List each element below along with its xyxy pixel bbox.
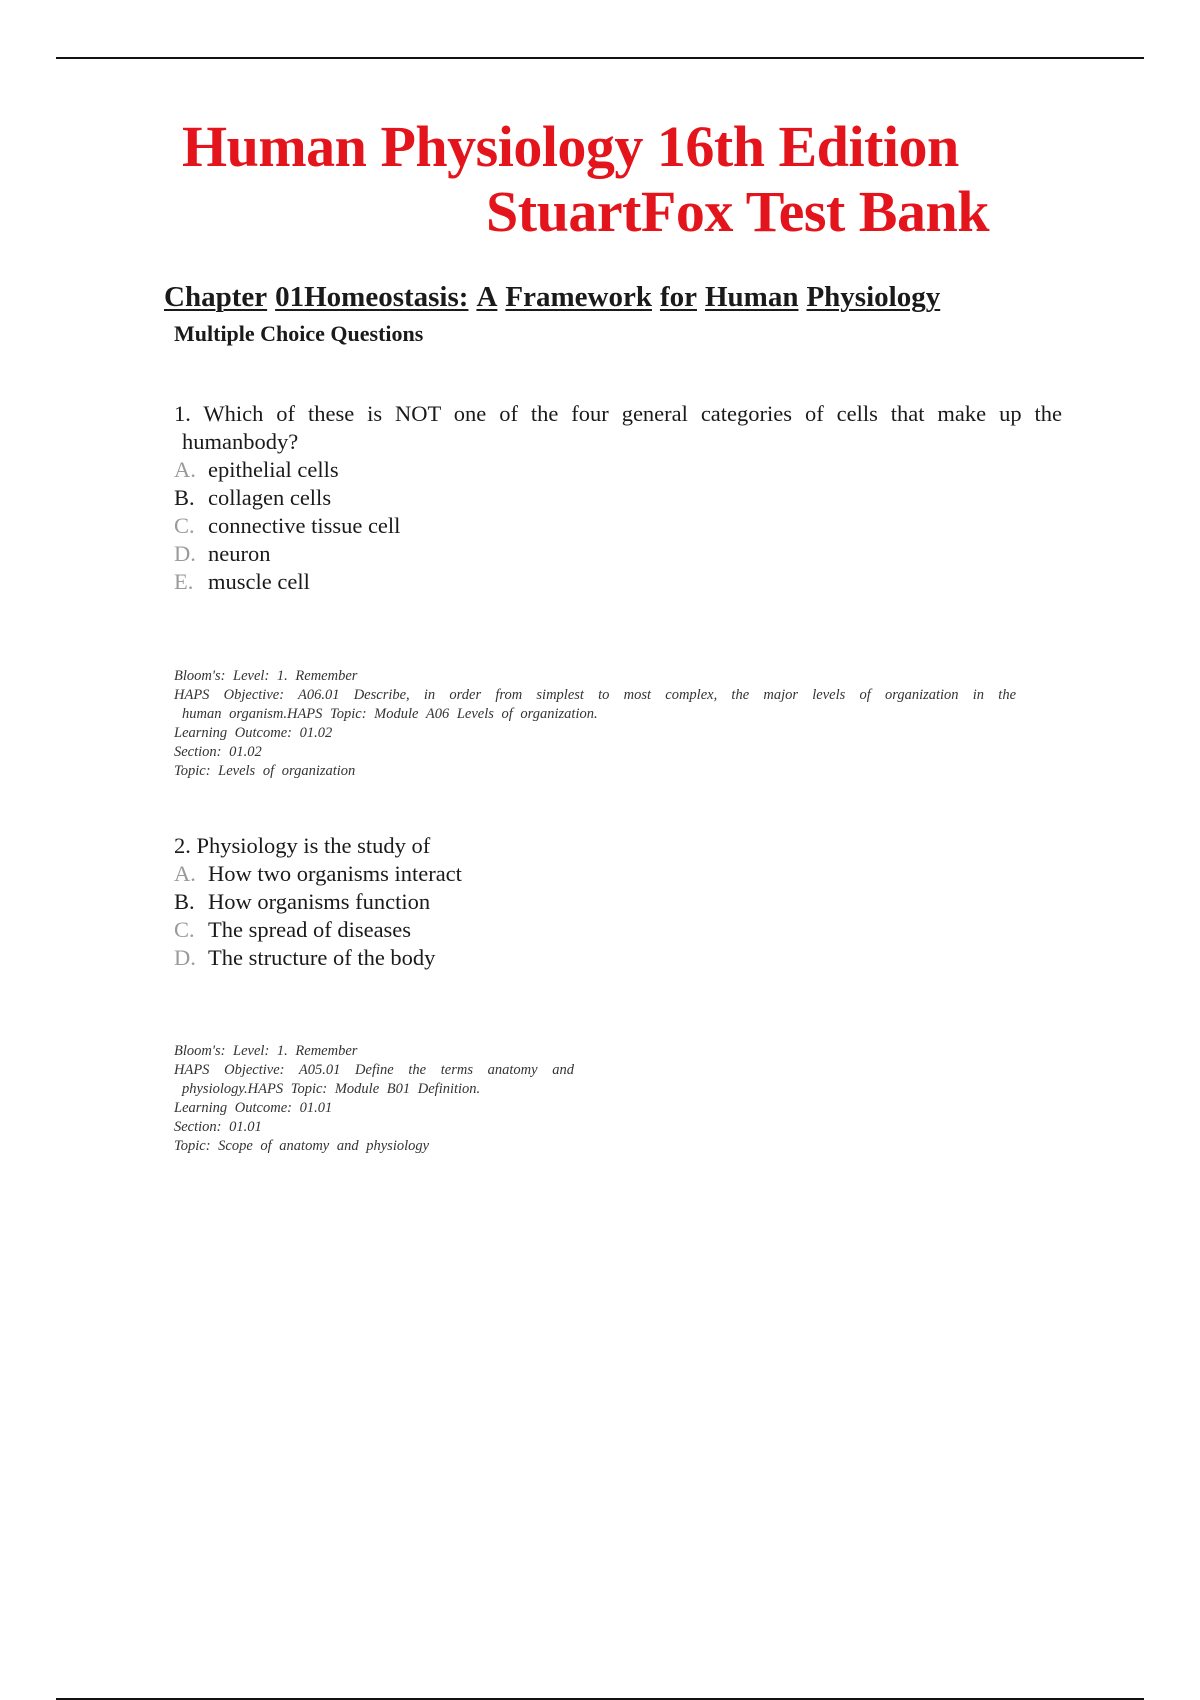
- option-text: The structure of the body: [208, 945, 436, 970]
- chapter-word: for: [659, 281, 697, 313]
- option-text: muscle cell: [208, 569, 310, 594]
- option-letter: D.: [174, 945, 196, 970]
- chapter-word: Human: [704, 281, 799, 313]
- option-letter: B.: [174, 485, 195, 510]
- learning-outcome: Learning Outcome: 01.01: [174, 1100, 333, 1116]
- answer-option: [174, 456, 1062, 484]
- option-letter: A.: [174, 457, 196, 482]
- option-letter: A.: [174, 861, 196, 886]
- chapter-word: Framework: [505, 281, 652, 313]
- answer-option: [174, 888, 1062, 916]
- answer-option: [174, 860, 1062, 888]
- question-metadata: [174, 667, 1016, 781]
- answer-option: [174, 484, 1062, 512]
- question-text: 2. Physiology is the study of: [174, 833, 431, 858]
- section-heading: Multiple Choice Questions: [174, 321, 424, 346]
- option-text: How organisms function: [208, 889, 431, 914]
- option-text: collagen cells: [208, 485, 332, 510]
- answer-option: [174, 568, 1062, 596]
- option-text: neuron: [208, 541, 271, 566]
- question-text: 1. Which of these is NOT one of the four general categories of cells that make up the: [174, 401, 1062, 426]
- question-1: [174, 400, 1062, 596]
- chapter-word: A: [476, 281, 498, 313]
- option-letter: C.: [174, 513, 195, 538]
- answer-option: [174, 512, 1062, 540]
- document-title-line-2: StuartFox Test Bank: [486, 179, 989, 244]
- haps-objective: HAPS Objective: A06.01 Describe, in order from simplest to most complex, the major levels of organization in the: [174, 687, 1016, 703]
- option-text: connective tissue cell: [208, 513, 401, 538]
- haps-objective: HAPS Objective: A05.01 Define the terms anatomy and: [174, 1062, 574, 1078]
- option-text: The spread of diseases: [208, 917, 412, 942]
- chapter-word: Physiology: [806, 281, 941, 313]
- blooms-level: Bloom's: Level: 1. Remember: [174, 668, 358, 684]
- question-metadata: [174, 1042, 574, 1156]
- answer-option: [174, 944, 1062, 972]
- option-text: epithelial cells: [208, 457, 339, 482]
- chapter-word: 01Homeostasis:: [275, 281, 469, 313]
- answer-option: [174, 540, 1062, 568]
- option-letter: C.: [174, 917, 195, 942]
- document-title-line-1: Human Physiology 16th Edition: [182, 114, 959, 179]
- question-2: [174, 832, 1062, 972]
- option-letter: B.: [174, 889, 195, 914]
- blooms-level: Bloom's: Level: 1. Remember: [174, 1043, 358, 1059]
- option-text: How two organisms interact: [208, 861, 462, 886]
- chapter-word: Chapter: [164, 281, 268, 313]
- learning-outcome: Learning Outcome: 01.02: [174, 725, 333, 741]
- haps-objective-continued: physiology.HAPS Topic: Module B01 Definition.: [182, 1081, 481, 1097]
- answer-option: [174, 916, 1062, 944]
- section-number: Section: 01.01: [174, 1119, 262, 1135]
- topic: Topic: Levels of organization: [174, 763, 356, 779]
- option-letter: E.: [174, 569, 194, 594]
- haps-objective-continued: human organism.HAPS Topic: Module A06 Levels of organization.: [182, 706, 598, 722]
- option-letter: D.: [174, 541, 196, 566]
- chapter-heading: [164, 280, 948, 314]
- top-rule: [56, 57, 1144, 59]
- section-number: Section: 01.02: [174, 744, 262, 760]
- question-text-continued: humanbody?: [182, 429, 299, 454]
- topic: Topic: Scope of anatomy and physiology: [174, 1138, 430, 1154]
